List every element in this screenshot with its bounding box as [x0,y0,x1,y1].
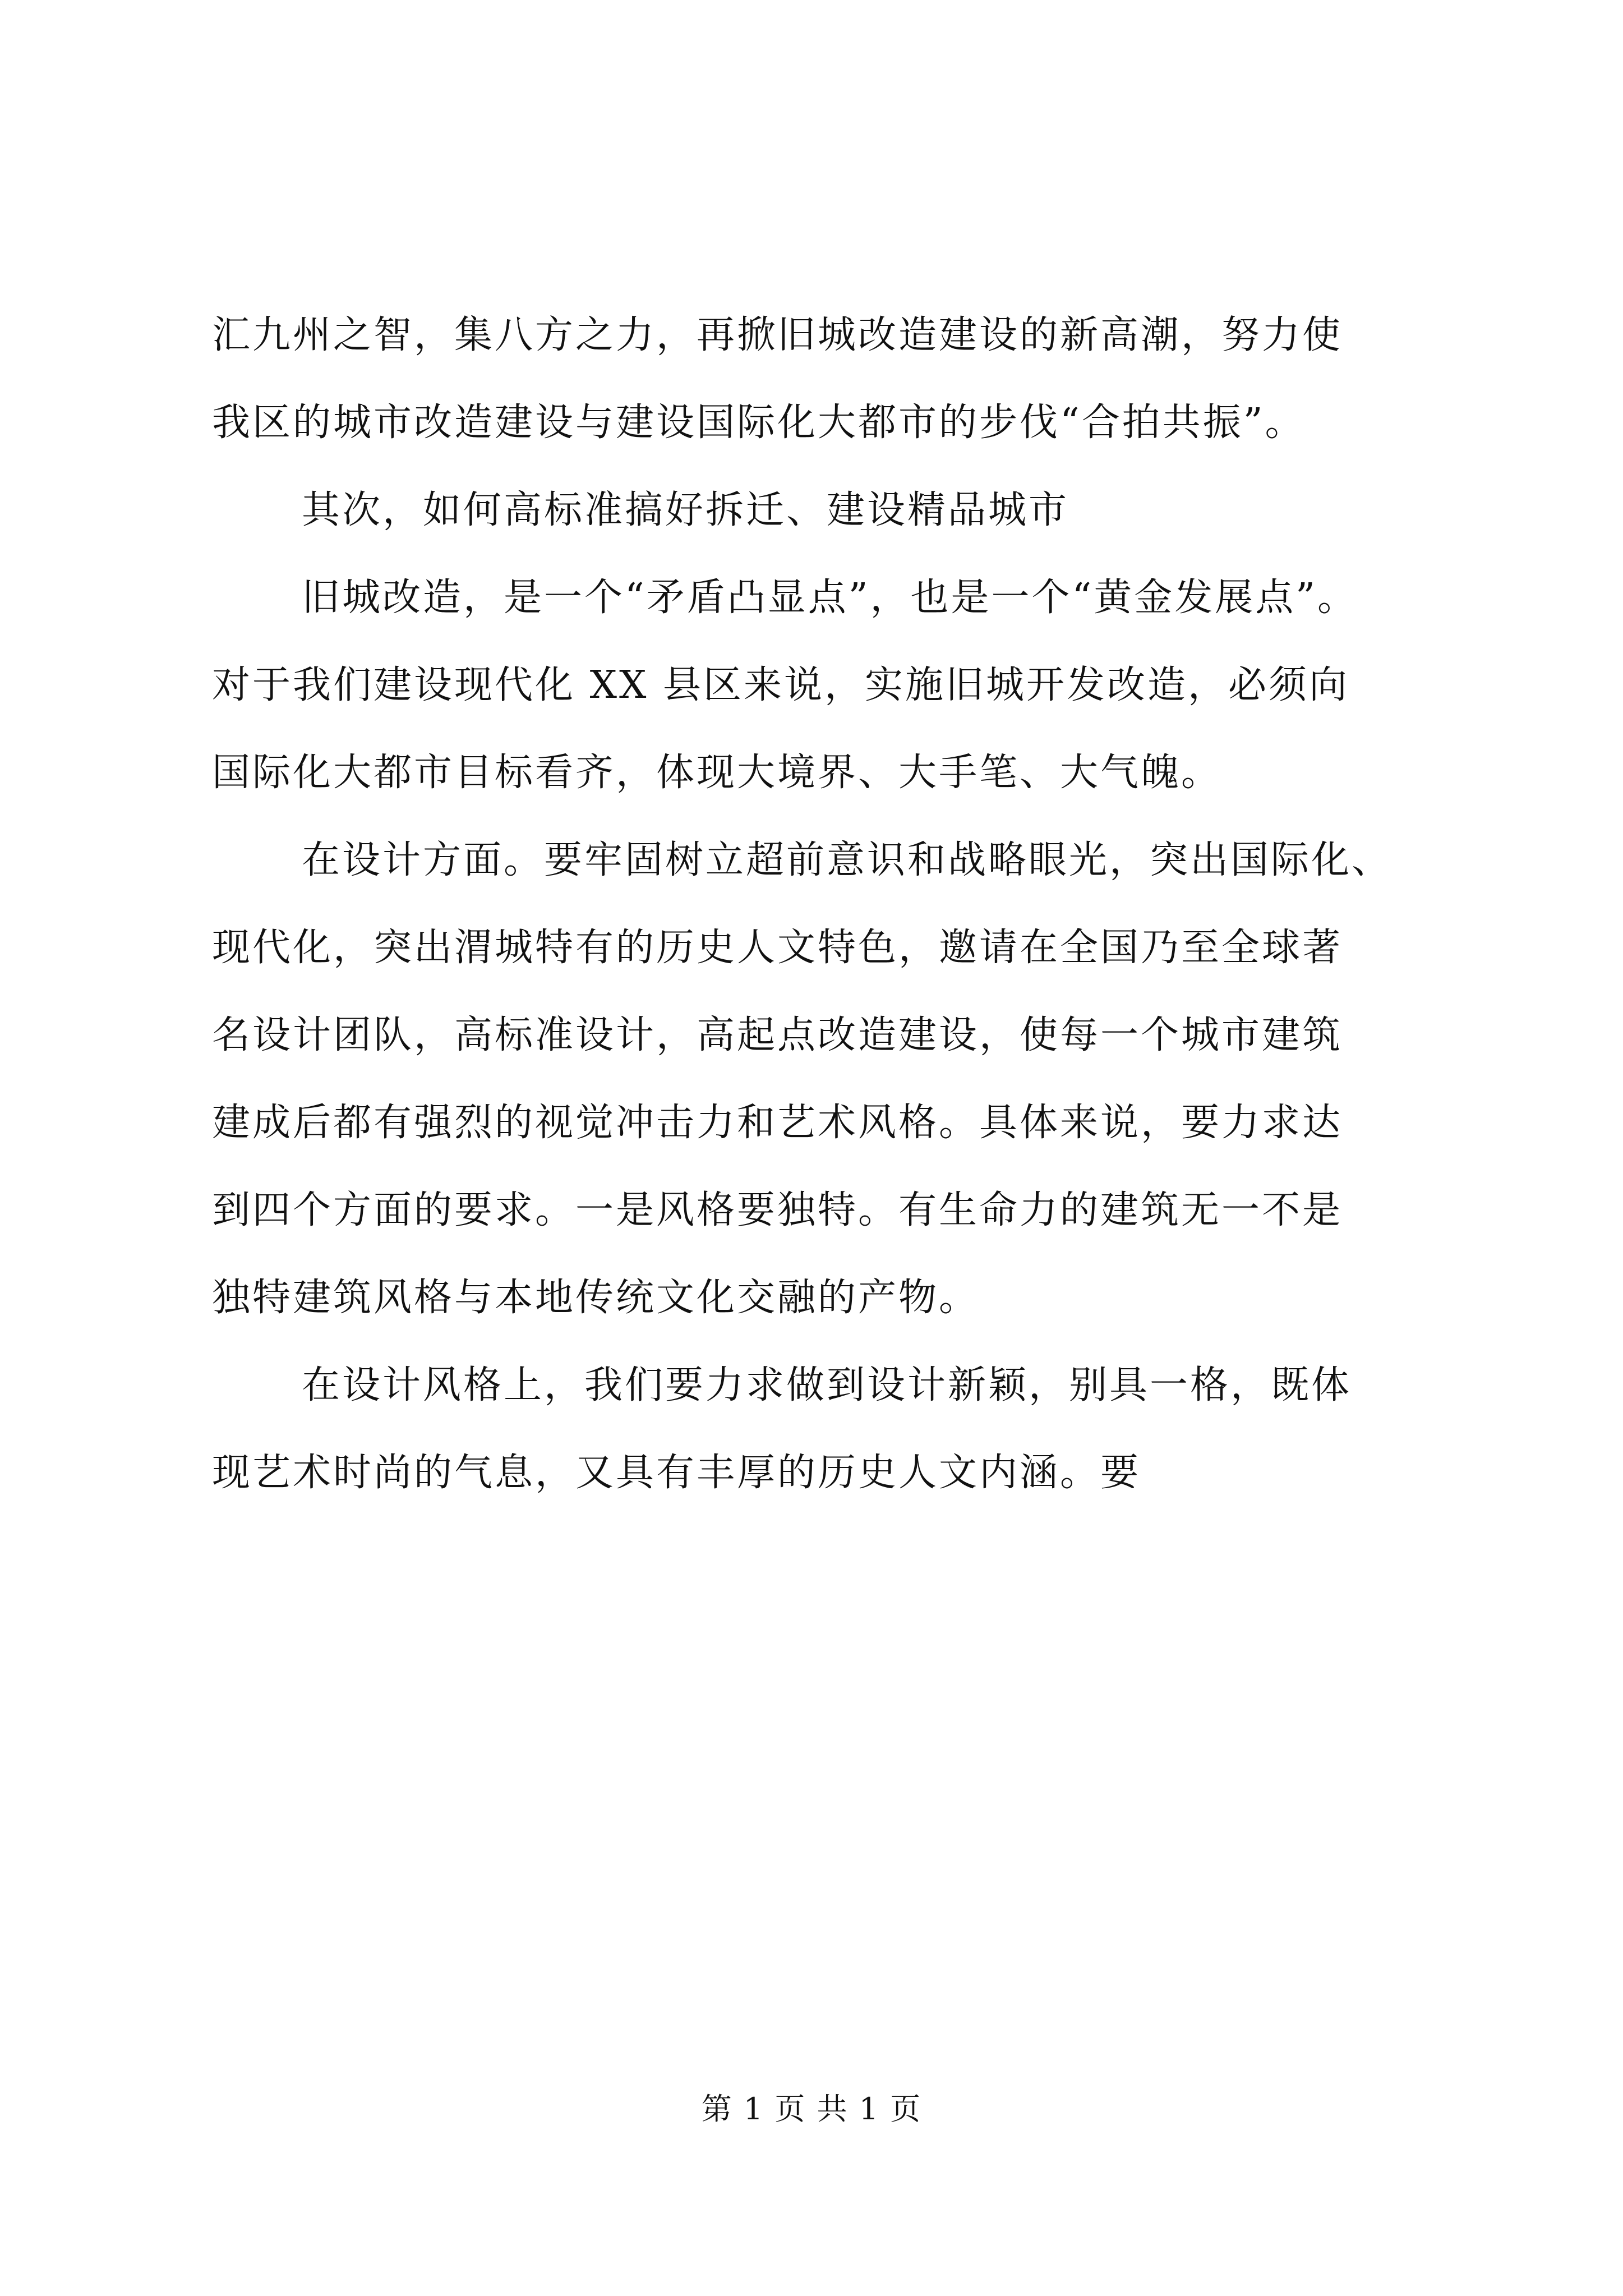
text-line: 现艺术时尚的气息，又具有丰厚的历史人文内涵。要 [212,1451,1141,1495]
text-line: 对于我们建设现代化 XX 县区来说，实施旧城开发改造，必须向 [212,663,1350,707]
text-line: 独特建筑风格与本地传统文化交融的产物。 [212,1276,980,1320]
text-line: 汇九州之智，集八方之力，再掀旧城改造建设的新高潮，努力使 [212,313,1343,357]
text-line: 旧城改造，是一个“矛盾凸显点”，也是一个“黄金发展点”。 [302,576,1358,620]
text-line: 现代化，突出渭城特有的历史人文特色，邀请在全国乃至全球著 [212,926,1343,970]
document-body [212,292,1435,1517]
text-line: 到四个方面的要求。一是风格要独特。有生命力的建筑无一不是 [212,1188,1343,1232]
text-line: 在设计方面。要牢固树立超前意识和战略眼光，突出国际化、 [302,838,1393,882]
text-line: 在设计风格上，我们要力求做到设计新颖，别具一格，既体 [302,1363,1352,1407]
page-number-label: 第 1 页 共 1 页 [701,2091,922,2127]
text-line: 国际化大都市目标看齐，体现大境界、大手笔、大气魄。 [212,751,1222,795]
text-line: 我区的城市改造建设与建设国际化大都市的步伐“合拍共振”。 [212,401,1306,445]
text-line: 名设计团队，高标准设计，高起点改造建设，使每一个城市建筑 [212,1013,1343,1057]
page-footer [0,2087,1623,2132]
section-heading: 其次，如何高标准搞好拆迁、建设精品城市 [302,488,1069,532]
text-line: 建成后都有强烈的视觉冲击力和艺术风格。具体来说，要力求达 [212,1101,1343,1145]
